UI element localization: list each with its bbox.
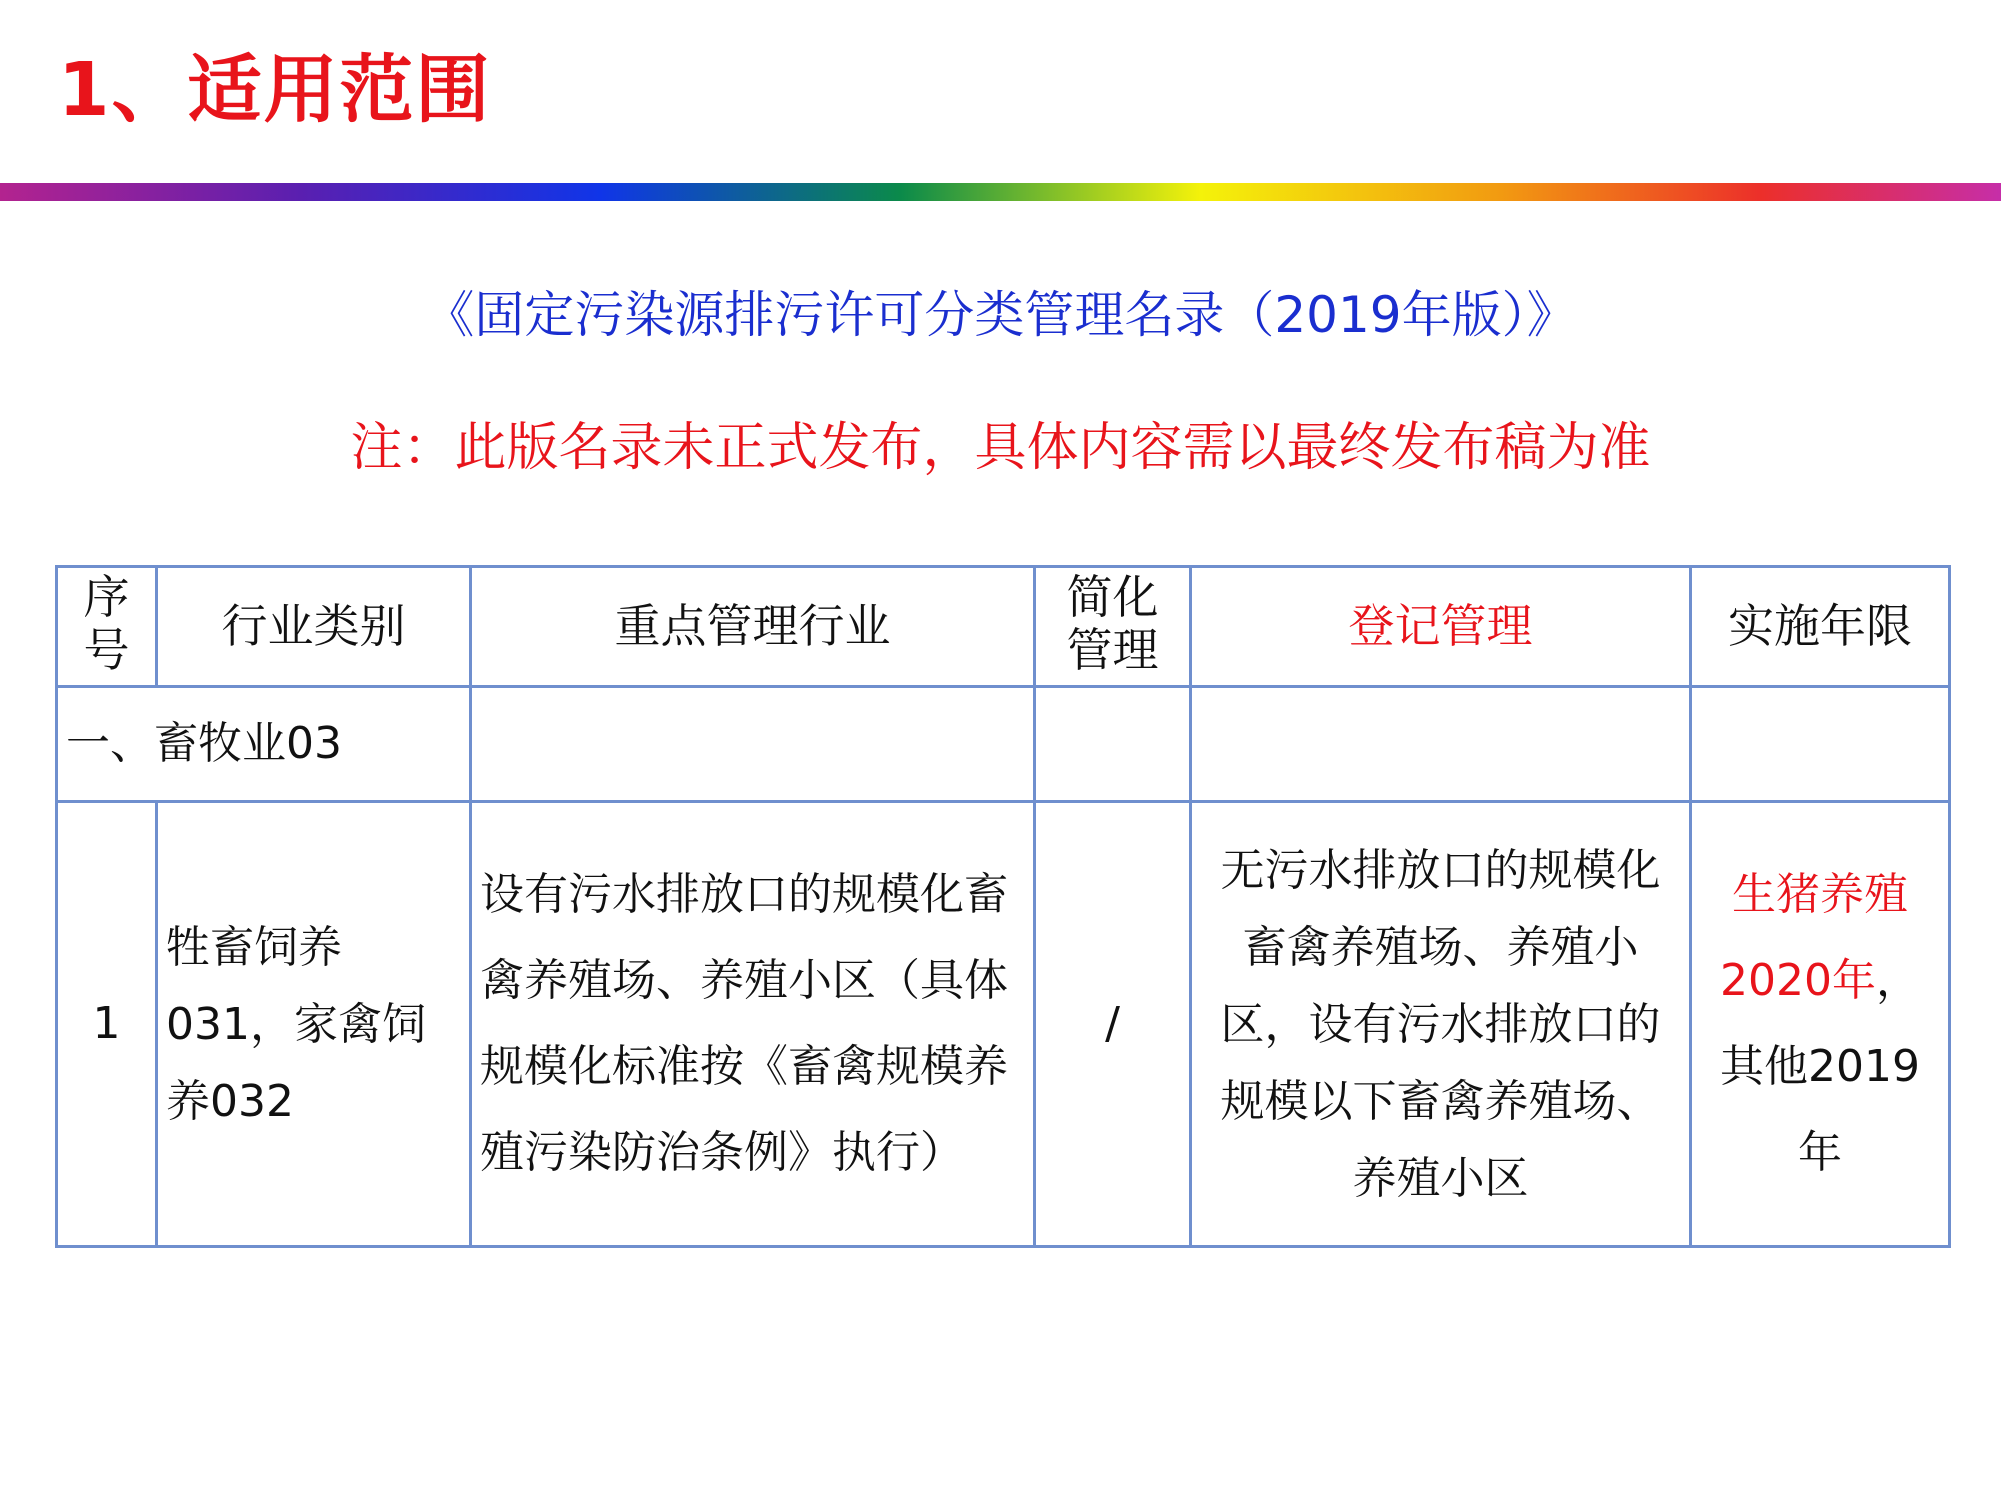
header-simplified-label: 简化管理 <box>1066 570 1159 678</box>
section-empty-cell <box>1035 687 1191 802</box>
row-simplified: / <box>1035 802 1191 1247</box>
header-deadline: 实施年限 <box>1691 567 1950 687</box>
classification-table <box>55 565 1951 1248</box>
row-index: 1 <box>57 802 157 1247</box>
row-deadline <box>1691 802 1950 1247</box>
header-registration: 登记管理 <box>1191 567 1691 687</box>
header-simplified <box>1035 567 1191 687</box>
rainbow-divider <box>0 183 2001 201</box>
header-index <box>57 567 157 687</box>
note: 注：此版名录未正式发布，具体内容需以最终发布稿为准 <box>350 418 1651 478</box>
slide-title: 1、适用范围 <box>58 47 492 133</box>
table-header-row <box>57 567 1950 687</box>
deadline-highlight: 生猪养殖2020年 <box>1720 869 1908 1007</box>
table-row <box>57 802 1950 1247</box>
header-index-label: 序号 <box>83 570 130 678</box>
section-empty-cell <box>1191 687 1691 802</box>
row-registration: 无污水排放口的规模化畜禽养殖场、养殖小区，设有污水排放口的规模以下畜禽养殖场、养殖小区 <box>1191 802 1691 1247</box>
header-key-management: 重点管理行业 <box>471 567 1035 687</box>
header-category: 行业类别 <box>157 567 471 687</box>
row-key-management: 设有污水排放口的规模化畜禽养殖场、养殖小区（具体规模化标准按《畜禽规模养殖污染防治条例》执行） <box>471 802 1035 1247</box>
deadline-rest: ，其他2019年 <box>1720 955 1920 1178</box>
section-empty-cell <box>471 687 1035 802</box>
section-row <box>57 687 1950 802</box>
section-label: 一、畜牧业03 <box>57 687 471 802</box>
subtitle: 《固定污染源排污许可分类管理名录（2019年版）》 <box>424 286 1577 344</box>
row-category: 牲畜饲养031，家禽饲养032 <box>157 802 471 1247</box>
section-empty-cell <box>1691 687 1950 802</box>
